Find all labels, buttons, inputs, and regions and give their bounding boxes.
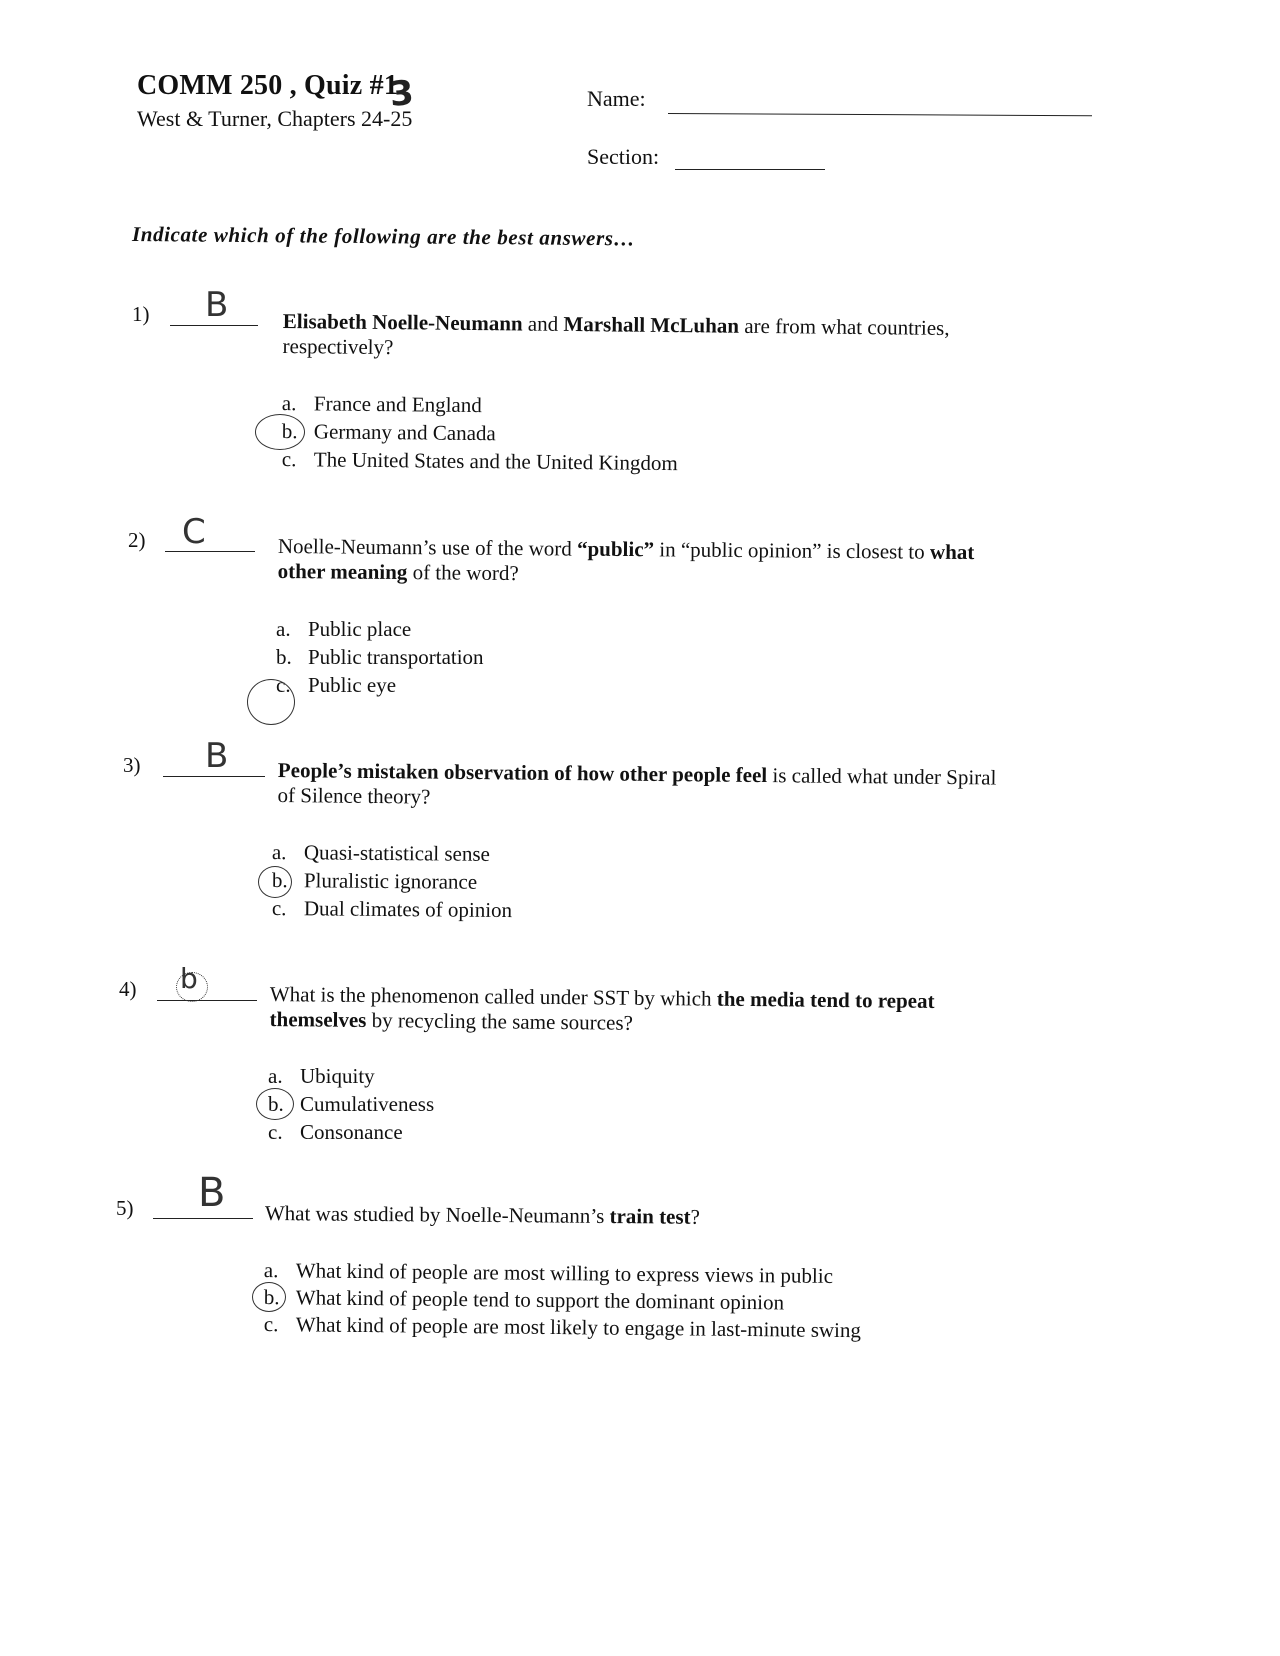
- question-text-span: What is the phenomenon called under SST by which: [269, 982, 717, 1011]
- option-c: [282, 447, 678, 476]
- option-b: [264, 1285, 784, 1315]
- question-text-bold: themselves: [269, 1006, 367, 1033]
- option-text: Pluralistic ignorance: [303, 868, 478, 894]
- question-text: [282, 309, 1082, 367]
- answer-blank: [165, 551, 255, 552]
- question-text-span: Noelle-Neumann’s use of the word: [277, 534, 578, 561]
- option-letter: b.: [276, 645, 292, 669]
- option-c: [276, 673, 396, 698]
- question-text-bold: Elisabeth Noelle-Neumann: [282, 309, 523, 336]
- option-text: The United States and the United Kingdom: [313, 447, 678, 476]
- option-letter: a.: [268, 1064, 283, 1088]
- option-c: [268, 1120, 403, 1145]
- question-text-span: by recycling the same sources?: [366, 1008, 634, 1035]
- answer-blank: [163, 776, 265, 777]
- option-letter: a.: [271, 840, 287, 865]
- question-text-bold: other meaning: [277, 558, 408, 585]
- question-text-span: ?: [690, 1204, 701, 1229]
- question-text-bold: the media tend to repeat: [716, 986, 935, 1013]
- question-number: 3): [123, 753, 141, 777]
- option-b: [282, 419, 496, 446]
- option-a: [268, 1064, 375, 1089]
- option-letter: b.: [268, 1092, 284, 1116]
- option-letter: c.: [281, 447, 297, 472]
- option-letter: c.: [271, 896, 287, 921]
- question-text: [278, 534, 1098, 591]
- option-text: Germany and Canada: [313, 419, 496, 446]
- option-text: France and England: [313, 391, 482, 418]
- option-letter: c.: [276, 673, 291, 697]
- option-c: [272, 896, 512, 923]
- option-text: Public transportation: [308, 645, 484, 669]
- option-text: Ubiquity: [300, 1064, 375, 1088]
- option-a: [276, 617, 411, 642]
- answer-circle: [256, 1088, 294, 1120]
- option-letter: c.: [268, 1120, 283, 1144]
- option-a: [272, 840, 490, 867]
- answer-blank: [153, 1218, 253, 1219]
- option-letter: a.: [276, 617, 291, 641]
- course-subtitle: West & Turner, Chapters 24-25: [137, 106, 413, 131]
- option-a: [264, 1258, 833, 1289]
- question-text-span: What was studied by Noelle-Neumann’s: [264, 1201, 610, 1229]
- option-letter: b.: [271, 868, 288, 893]
- question-text-bold: “public”: [576, 536, 655, 562]
- handwritten-quiz-number: 3: [388, 73, 416, 115]
- handwritten-answer: B: [205, 285, 229, 325]
- question-text: [277, 758, 1117, 817]
- option-text: Public eye: [308, 673, 397, 697]
- option-letter: a.: [263, 1258, 279, 1283]
- handwritten-answer: B: [205, 736, 229, 776]
- option-text: What kind of people are most willing to express views in public: [295, 1258, 834, 1288]
- answer-blank: [157, 1000, 257, 1001]
- answer-mark-circle: [176, 972, 208, 1002]
- handwritten-answer: b: [180, 962, 198, 995]
- question-text-bold: Marshall McLuhan: [563, 311, 740, 338]
- question-text-span: are from what countries,: [738, 313, 950, 340]
- option-text: Dual climates of opinion: [303, 896, 513, 923]
- option-text: Public place: [308, 617, 412, 641]
- option-text: Consonance: [300, 1120, 403, 1144]
- answer-circle: [252, 1282, 286, 1312]
- option-b: [272, 868, 477, 895]
- name-field-line: [668, 113, 1092, 116]
- option-letter: b.: [263, 1285, 280, 1310]
- instructions: Indicate which of the following are the best answers…: [131, 222, 636, 251]
- course-title: COMM 250 , Quiz #1: [137, 70, 399, 101]
- question-number: 2): [128, 528, 146, 552]
- question-text: [265, 1201, 1065, 1233]
- answer-blank: [170, 325, 258, 326]
- option-text: Cumulativeness: [300, 1092, 435, 1116]
- section-field-line: [675, 169, 825, 170]
- option-text: What kind of people are most likely to engage in last-minute swing: [295, 1312, 862, 1343]
- question-text: [269, 982, 1069, 1040]
- option-letter: a.: [281, 391, 297, 416]
- answer-circle: [247, 679, 295, 725]
- option-b: [276, 645, 484, 670]
- option-letter: c.: [263, 1312, 279, 1337]
- option-c: [264, 1312, 861, 1343]
- question-text-span: and: [522, 311, 564, 336]
- question-text-span: in “public opinion” is closest to: [653, 537, 931, 564]
- handwritten-answer: B: [198, 1170, 226, 1216]
- question-text-span: of the word?: [407, 560, 519, 586]
- question-text-bold: People’s mistaken observation of how other people feel: [277, 758, 768, 788]
- section-label: Section:: [587, 144, 660, 169]
- question-text-line2: of Silence theory?: [277, 782, 431, 809]
- question-text-line2: respectively?: [282, 333, 394, 360]
- question-number: 5): [116, 1196, 134, 1220]
- question-text-bold: train test: [609, 1204, 691, 1229]
- handwritten-answer: C: [182, 512, 206, 552]
- answer-circle: [255, 414, 305, 450]
- question-text-span: is called what under Spiral: [767, 763, 997, 790]
- option-text: Quasi-statistical sense: [303, 840, 491, 866]
- question-text-bold: what: [929, 539, 975, 565]
- answer-circle: [258, 866, 292, 898]
- name-label: Name:: [587, 86, 646, 111]
- option-text: What kind of people tend to support the dominant opinion: [295, 1285, 785, 1315]
- option-letter: b.: [281, 419, 298, 444]
- option-a: [282, 391, 482, 418]
- question-number: 1): [132, 302, 150, 326]
- question-number: 4): [119, 977, 137, 1001]
